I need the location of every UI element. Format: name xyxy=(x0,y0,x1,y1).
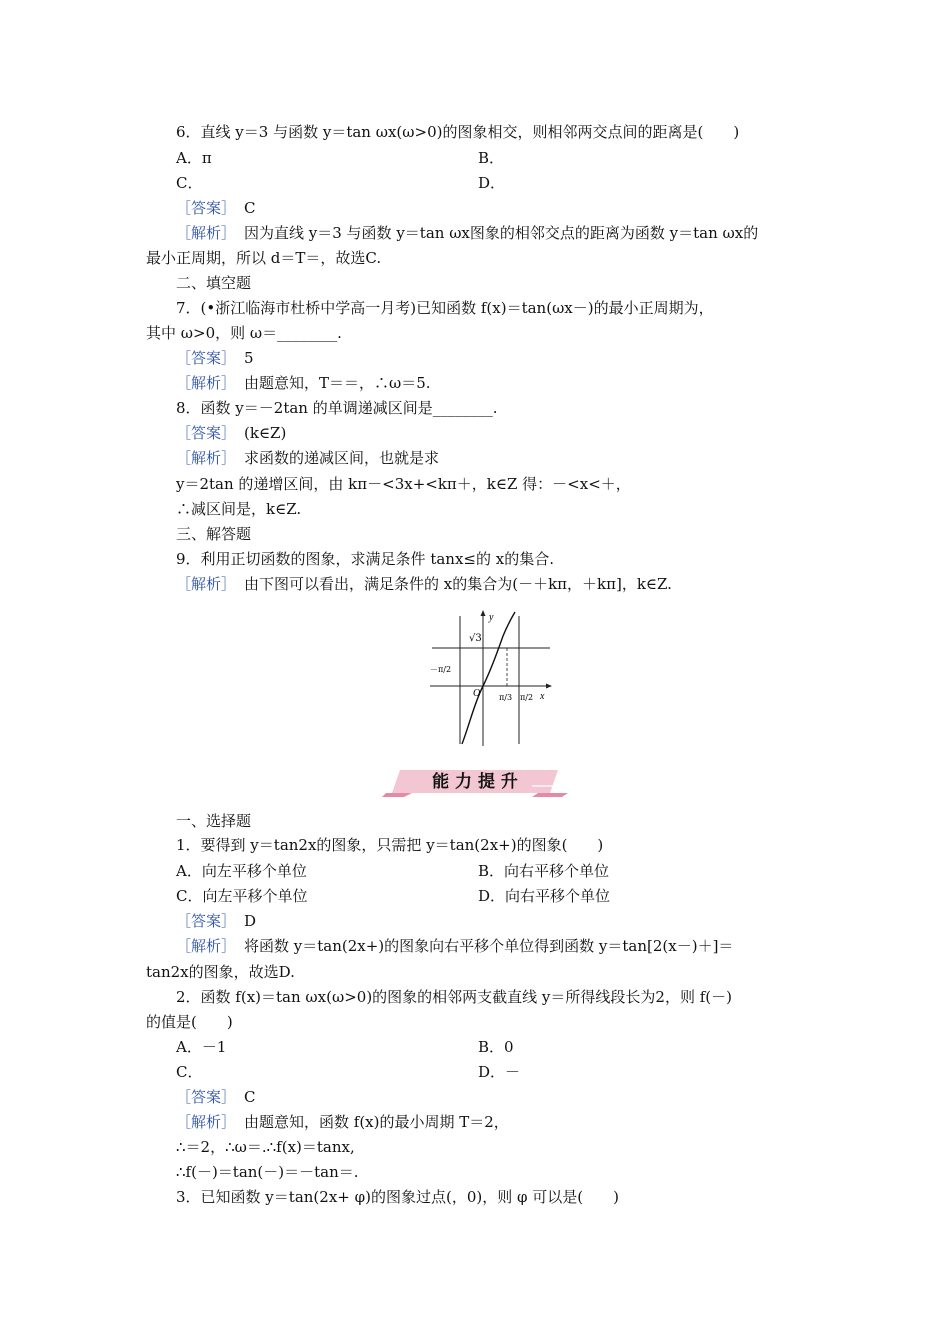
q6-analysis-line1: 因为直线 y＝3 与函数 y＝tan ωx图象的相邻交点的距离为函数 y＝tan ωx的 xyxy=(244,224,759,242)
q9-analysis: 由下图可以看出，满足条件的 x的集合为(－＋kπ，＋kπ]，k∈Z. xyxy=(244,575,672,593)
q9-stem: 9．利用正切函数的图象，求满足条件 tanx≤的 x的集合. xyxy=(176,550,554,568)
q9-analysis-tag: ［解析］ xyxy=(176,575,237,593)
q6-stem: 6．直线 y＝3 与函数 y＝tan ωx(ω>0)的图象相交，则相邻两交点间的距离是( ) xyxy=(176,123,740,141)
p2-analysis-line1: 由题意知，函数 f(x)的最小周期 T＝2， xyxy=(244,1113,509,1131)
q7-analysis: 由题意知，T＝＝，∴ω＝5. xyxy=(244,374,431,392)
p1-answer: D xyxy=(244,912,257,930)
section-choice: 一、选择题 xyxy=(176,812,252,830)
p2-answer: C xyxy=(244,1088,256,1106)
q6-answer-tag: ［答案］ xyxy=(176,199,237,217)
q6-option-a: A．π xyxy=(176,149,212,167)
q6-option-b: B． xyxy=(478,149,505,167)
section-fill-blank: 二、填空题 xyxy=(176,274,252,292)
banner-right-tail xyxy=(532,793,568,797)
p2-analysis-line2: ∴＝2，∴ω＝.∴f(x)＝tanx, xyxy=(176,1138,355,1156)
q7-stem-line1: 7．(•浙江临海市杜桥中学高一月考)已知函数 f(x)＝tan(ωx－)的最小正周期为， xyxy=(176,299,714,317)
p1-option-d: D．向右平移个单位 xyxy=(478,887,611,905)
q6-answer: C xyxy=(244,199,256,217)
q7-answer: 5 xyxy=(244,349,254,367)
p2-answer-tag: ［答案］ xyxy=(176,1088,237,1106)
p1-answer-tag: ［答案］ xyxy=(176,912,237,930)
p2-stem-line1: 2．函数 f(x)＝tan ωx(ω>0)的图象的相邻两支截直线 y＝所得线段长为2，则 f(－) xyxy=(176,988,732,1006)
q8-stem: 8．函数 y＝－2tan 的单调递减区间是________. xyxy=(176,399,498,417)
p2-analysis-tag: ［解析］ xyxy=(176,1113,237,1131)
p2-option-c: C． xyxy=(176,1063,203,1081)
q8-analysis-line2: y＝2tan 的递增区间，由 kπ－<3x+<kπ＋，k∈Z 得：－<x<＋， xyxy=(176,475,631,493)
q6-option-c: C． xyxy=(176,174,203,192)
y-axis-arrow xyxy=(481,610,486,616)
q8-analysis-tag: ［解析］ xyxy=(176,449,237,467)
q8-analysis-line3: ∴减区间是，k∈Z. xyxy=(176,500,302,518)
p1-option-b: B．向右平移个单位 xyxy=(478,862,610,880)
p2-option-d: D．－ xyxy=(478,1063,521,1081)
ability-banner xyxy=(382,766,568,798)
p1-analysis-line2: tan2x的图象，故选D. xyxy=(146,963,295,981)
q8-answer-tag: ［答案］ xyxy=(176,424,237,442)
origin-label: O xyxy=(473,688,481,699)
q7-analysis-tag: ［解析］ xyxy=(176,374,237,392)
q8-analysis-line1: 求函数的递减区间，也就是求 xyxy=(244,449,440,467)
pi-over-2-label: π/2 xyxy=(520,693,534,702)
q6-option-d: D． xyxy=(478,174,506,192)
q7-answer-tag: ［答案］ xyxy=(176,349,237,367)
q8-answer: (k∈Z) xyxy=(244,424,287,442)
tangent-graph xyxy=(428,608,558,748)
p2-stem-line2: 的值是( ) xyxy=(146,1013,233,1031)
p1-stem: 1．要得到 y＝tan2x的图象，只需把 y＝tan(2x+)的图象( ) xyxy=(176,836,604,854)
q6-analysis-tag: ［解析］ xyxy=(176,224,237,242)
p2-analysis-line3: ∴f(－)＝tan(－)＝－tan＝. xyxy=(176,1163,359,1181)
banner-left-tail xyxy=(382,793,412,797)
x-axis-label: x xyxy=(540,691,545,702)
y-axis-label: y xyxy=(489,612,494,623)
section-solve: 三、解答题 xyxy=(176,525,252,543)
q7-stem-line2: 其中 ω>0，则 ω＝________. xyxy=(146,324,342,342)
p3-stem: 3．已知函数 y＝tan(2x+ φ)的图象过点(，0)，则 φ 可以是( ) xyxy=(176,1188,619,1206)
p1-analysis-tag: ［解析］ xyxy=(176,937,237,955)
p1-option-a: A．向左平移个单位 xyxy=(176,862,307,880)
p2-option-b: B．0 xyxy=(478,1038,514,1056)
q6-analysis-line2: 最小正周期，所以 d＝T＝，故选C. xyxy=(146,249,382,267)
neg-pi-over-2-label: －π/2 xyxy=(430,665,452,674)
p1-option-c: C．向左平移个单位 xyxy=(176,887,308,905)
pi-over-3-label: π/3 xyxy=(499,693,513,702)
p2-option-a: A．－1 xyxy=(176,1038,227,1056)
sqrt3-label: √3 xyxy=(469,633,482,644)
x-axis-arrow xyxy=(546,684,552,689)
banner-title: 能 力 提 升 xyxy=(432,772,518,792)
p1-analysis-line1: 将函数 y＝tan(2x+)的图象向右平移个单位得到函数 y＝tan[2(x－)＋]＝ xyxy=(244,937,734,955)
